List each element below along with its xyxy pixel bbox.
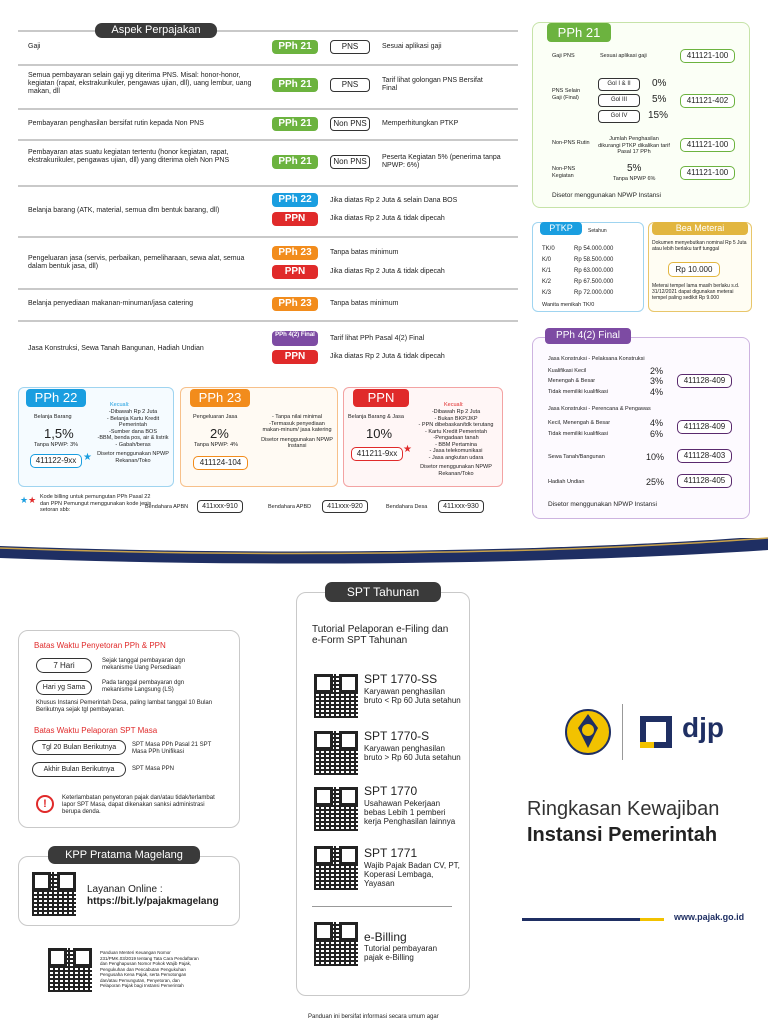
billing-note: Kode billing untuk pemungutan PPh Pasal 22 dan PPN Pemungut menggunakan kode jenis setoran sbb: (40, 494, 152, 513)
pph23-note: Tanpa NPWP: 4% (194, 442, 239, 448)
divider (18, 288, 518, 290)
pph42-sec2: Jasa Konstruksi - Perencana & Pengawas (548, 406, 651, 412)
pns-tag: PNS (330, 78, 370, 92)
pph22-kecuali-title: Kecuali: (110, 402, 130, 408)
pph21-pill: PPh 21 (272, 40, 318, 54)
gol-rate: 15% (648, 110, 669, 121)
aspek-desc: Memperhitungkan PTKP (382, 120, 459, 127)
kpp-url[interactable]: https://bit.ly/pajakmagelang (87, 896, 219, 907)
ppn-pill: PPN (272, 350, 318, 364)
cover-title-2: Instansi Pemerintah (527, 824, 718, 846)
materai-desc: Dokumen menyebutkan nominal Rp 5 Juta atau lebih berlaku tarif tunggal (652, 240, 747, 252)
star-icon: ★★ (20, 495, 37, 505)
materai-title: Bea Meterai (652, 222, 748, 235)
pph21-gaji-desc: Sesuai aplikasi gaji (600, 53, 647, 59)
ptkp-amount: Rp 67.500.000 (574, 279, 614, 285)
kemenkeu-logo (564, 708, 612, 756)
cover-line (522, 918, 640, 921)
billing-code: 411xxx-920 (322, 500, 368, 513)
note-line: - Jasa angkutan udara (428, 454, 484, 461)
spt-title: SPT Tahunan (325, 582, 441, 602)
pph23-pill: PPh 23 (272, 246, 318, 260)
divider (18, 64, 518, 66)
pph21-nonpns-keg-label: Non-PNS Kegiatan (552, 166, 576, 179)
aspek-desc: Jika diatas Rp 2 Juta & tidak dipecah (330, 215, 445, 222)
pph42-footer: Disetor menggunakan NPWP Instansi (548, 501, 657, 508)
ptkp-note: Wanita menikah TK/0 (542, 302, 595, 308)
ptkp-amount: Rp 58.500.000 (574, 257, 614, 263)
gol-rate: 5% (652, 94, 667, 105)
ptkp-status: K/1 (542, 268, 552, 274)
pph42-row-label: Tidak memiliki kualifikasi (548, 389, 609, 395)
materai-note: Meterai tempel lama masih berlaku s.d. 31/12/2021 dapat digunakan meterai tempel paling sedikit Rp 9.000 (652, 283, 740, 301)
pph22-box-title: PPh 22 (26, 389, 86, 407)
aspek-desc: Tanpa batas minimum (330, 249, 399, 256)
pph21-nonpns-keg-note: Tanpa NPWP 6% (613, 176, 656, 182)
gol-tag: Gol IV (598, 110, 640, 123)
aspek-row-text: Semua pembayaran selain gaji yg diterima PNS. Misal: honor-honor, kegiatan (rapat, ekstrakurikuler, pengawas ujian, dll), uang lembur, uang makan, dll (28, 72, 252, 95)
band-wave (0, 522, 768, 572)
ppn-pill: PPN (272, 212, 318, 226)
batas-khusus: Khusus Instansi Pemerintah Desa, paling lambat tanggal 10 Bulan Berikutnya sejak tgl pembayaran. (36, 700, 213, 713)
logo-divider (622, 704, 623, 760)
aspek-row-text: Pembayaran atas suatu kegiatan tertentu (honor kegiatan, rapat, ekstrakurikuler, pengawas ujian, dll) yang diterima oleh Non PNS (28, 149, 230, 164)
batas-warning: Keterlambatan penyetoran pajak dan/atau tidak/terlambat lapor SPT Masa, dapat dikenakan sanksi administrasi berupa denda. (62, 795, 215, 815)
pph42-row-rate: 6% (650, 429, 664, 439)
note-line: - Tanpa nilai minimal (271, 414, 323, 420)
note-line: -Dibawah Rp 2 Juta (431, 409, 481, 415)
ptkp-amount: Rp 72.000.000 (574, 290, 614, 296)
note-line: -Termasuk penyediaan makan-minum/ jasa katering (262, 420, 332, 433)
pph42-pill: PPh 4(2) Final (272, 331, 318, 346)
pph42-code: 411128-405 (677, 474, 732, 488)
divider (18, 30, 518, 32)
batas-desc: SPT Masa PPh Pasal 21 SPT Masa PPh Unifikasi (132, 742, 212, 755)
ppn-box-title: PPN (353, 389, 409, 407)
note-line: - PPN dibebaskan/tdk terutang (418, 422, 494, 428)
ptkp-amount: Rp 54.000.000 (574, 246, 614, 252)
divider (18, 139, 518, 141)
qr-code (314, 846, 358, 890)
pph22-rate: 1,5% (44, 426, 74, 441)
pph21-pill: PPh 21 (272, 117, 318, 131)
pph42-row-label: Hadiah Undian (548, 479, 585, 485)
ptkp-row (542, 266, 642, 277)
qr-code (314, 731, 358, 775)
billing-code: 411xxx-910 (197, 500, 243, 513)
pph21-pill: PPh 21 (272, 155, 318, 169)
ptkp-row (542, 244, 642, 255)
spt-item-desc: Karyawan penghasilan bruto < Rp 60 Juta setahun (364, 687, 461, 705)
pph23-code: 411124-104 (193, 456, 248, 470)
ptkp-status: K/3 (542, 290, 552, 296)
pph21-pill: PPh 21 (272, 78, 318, 92)
pph21-box-title: PPh 21 (547, 23, 611, 42)
aspek-desc: Sesuai aplikasi gaji (382, 43, 442, 50)
qr-code (48, 948, 92, 992)
djp-logo-text: djp (682, 712, 724, 743)
cover-title-1: Ringkasan Kewajiban (527, 798, 720, 820)
aspek-row-text: Belanja barang (ATK, material, semua dlm bentuk barang, dll) (28, 207, 220, 214)
pph42-code: 411128-409 (677, 374, 732, 388)
note-line: - Bukan BKP/JKP (434, 415, 478, 422)
ppn-code: 411211-9xx (351, 447, 403, 461)
ppn-sub: Belanja Barang & Jasa (348, 414, 404, 420)
note-line: - Kartu Kredit Pemerintah (424, 428, 488, 435)
spt-intro: Tutorial Pelaporan e-Filing dan e-Form SPT Tahunan (312, 624, 449, 646)
note-line: Disetor menggunakan NPWP Instansi (261, 436, 333, 449)
pph21-gaji-label: Gaji PNS (552, 53, 575, 59)
aspek-desc: Tarif lihat PPh Pasal 4(2) Final (330, 335, 425, 342)
aspek-desc: Jika diatas Rp 2 Juta & tidak dipecah (330, 353, 445, 360)
pph21-nonpns-rutin-desc: Jumlah Penghasilan dikurangi PTKP dikalikan tarif Pasal 17 PPh (598, 136, 670, 155)
note-line: -Pengadaan tanah (433, 435, 479, 441)
qr-code (32, 872, 76, 916)
aspek-desc: Peserta Kegiatan 5% (penerima tanpa NPWP: 6%) (382, 154, 501, 169)
pph42-row-rate: 25% (646, 477, 665, 487)
batas-title-1: Batas Waktu Penyetoran PPh & PPN (34, 641, 166, 650)
pph42-row-rate: 2% (650, 366, 664, 376)
ebilling-name: e-Billing (364, 930, 407, 944)
divider (312, 906, 452, 907)
batas-tag: Akhir Bulan Berikutnya (32, 762, 126, 777)
divider (18, 185, 518, 187)
pph22-sub: Belanja Barang (34, 414, 72, 420)
spt-item-name: SPT 1770-S (364, 729, 430, 743)
pph21-nonpns-rutin-label: Non-PNS Rutin (552, 140, 590, 146)
batas-desc: Sejak tanggal pembayaran dgn mekanisme Uang Persediaan (102, 658, 186, 671)
ptkp-sub: Setahun (588, 228, 607, 234)
gol-tag: Gol I & II (598, 78, 640, 91)
spt-item-name: SPT 1771 (364, 846, 418, 860)
pph21-nonpns-keg-rate: 5% (627, 163, 642, 174)
star-icon: ★ (403, 444, 412, 455)
cover-url[interactable]: www.pajak.go.id (674, 912, 745, 922)
gol-rate: 0% (652, 78, 667, 89)
batas-title-2: Batas Waktu Pelaporan SPT Masa (34, 726, 158, 735)
billing-code: 411xxx-930 (438, 500, 484, 513)
aspek-row-text: Belanja penyediaan makanan-minuman/jasa catering (28, 300, 193, 307)
batas-tag: Tgl 20 Bulan Berikutnya (32, 740, 126, 755)
pph23-notes (260, 414, 334, 450)
spt-footer: Panduan ini bersifat informasi secara umum agar (308, 1014, 439, 1020)
spt-item-desc: Karyawan penghasilan bruto > Rp 60 Juta setahun (364, 744, 461, 762)
note-line: Disetor menggunakan NPWP Rekanan/Toko (420, 464, 492, 477)
pph23-sub: Pengeluaran Jasa (193, 414, 238, 420)
billing-label: Bendahara APBD (268, 504, 312, 510)
pph23-box-title: PPh 23 (190, 389, 250, 407)
ptkp-row (542, 255, 642, 266)
spt-item-desc: Wajib Pajak Badan CV, PT, Koperasi Lembaga, Yayasan (364, 861, 460, 888)
kpp-layanan: Layanan Online : (87, 884, 163, 895)
djp-logo (636, 712, 676, 752)
pns-tag: PNS (330, 40, 370, 54)
pph42-sec1: Jasa Konstruksi - Pelaksana Konstruksi (548, 356, 645, 362)
ptkp-status: TK/0 (542, 246, 555, 252)
qr-code (314, 787, 358, 831)
note-line: -Dibawah Rp 2 Juta (108, 409, 158, 415)
pph42-title: PPh 4(2) Final (545, 328, 631, 344)
cover-line-accent (640, 918, 664, 921)
aspek-desc: Jika diatas Rp 2 Juta & selain Dana BOS (330, 197, 458, 204)
pph21-code: 411121-402 (680, 94, 735, 108)
panduan-text: Panduan Menteri Keuangan Nomor 231/PMK.03/2019 tentang Tata Cara Pendaftaran dan Penghapusan Nomor Pokok Wajib Pajak, Pengukuhan dan Pencabutan Pengukuhan Pengusaha Kena Pajak, serta Pemotongan dan/atau Pemungutan, Penyetoran, dan Pelaporan Pajak bagi Instansi Pemerintah (100, 950, 199, 988)
batas-desc: Pada tanggal pembayaran dgn mekanisme Langsung (LS) (102, 680, 185, 693)
pph22-pill: PPh 22 (272, 193, 318, 207)
aspek-row-text: Pembayaran penghasilan bersifat rutin kepada Non PNS (28, 120, 204, 127)
pph21-footer: Disetor menggunakan NPWP Instansi (552, 192, 661, 199)
qr-code (314, 674, 358, 718)
pph42-row-rate: 4% (650, 387, 664, 397)
batas-desc: SPT Masa PPN (132, 766, 174, 772)
ptkp-title: PTKP (540, 222, 582, 235)
materai-amount: Rp 10.000 (668, 262, 720, 277)
pph22-note: Tanpa NPWP: 3% (34, 442, 79, 448)
batas-tag: 7 Hari (36, 658, 92, 673)
pph42-row-rate: 3% (650, 376, 664, 386)
aspek-row-text: Pengeluaran jasa (servis, perbaikan, pemeliharaan, sewa alat, semua dalam bentuk jasa, dll) (28, 255, 245, 270)
aspek-desc: Jika diatas Rp 2 Juta & tidak dipecah (330, 268, 445, 275)
ppn-kecuali-title: Kecuali: (444, 402, 464, 408)
spt-item-name: SPT 1770 (364, 784, 418, 798)
ptkp-row (542, 277, 642, 288)
star-icon: ★ (83, 452, 92, 463)
pph23-pill: PPh 23 (272, 297, 318, 311)
batas-tag: Hari yg Sama (36, 680, 92, 695)
ptkp-rows (542, 244, 642, 299)
ppn-kecuali (412, 409, 500, 477)
note-line: -Sumber dana BOS (109, 428, 157, 435)
ptkp-row (542, 288, 642, 299)
ptkp-amount: Rp 63.000.000 (574, 268, 614, 274)
note-line: - Jasa telekomunikasi (429, 448, 483, 454)
divider (18, 320, 518, 322)
aspek-desc: Tanpa batas minimum (330, 300, 399, 307)
kpp-title: KPP Pratama Magelang (48, 846, 200, 864)
note-line: -BBM, benda pos, air & listrik (97, 435, 169, 441)
note-line: - BBM Pertamina (435, 441, 477, 448)
divider (18, 108, 518, 110)
note-line: - Belanja Kartu Kredit Pemerintah (106, 415, 160, 428)
ptkp-status: K/0 (542, 257, 552, 263)
gol-tag: Gol III (598, 94, 640, 107)
ptkp-status: K/2 (542, 279, 552, 285)
spt-item-name: SPT 1770-SS (364, 672, 438, 686)
ppn-pill: PPN (272, 265, 318, 279)
aspek-row-text: Jasa Konstruksi, Sewa Tanah Bangunan, Hadiah Undian (28, 345, 204, 352)
aspek-desc: Tarif lihat golongan PNS Bersifat Final (382, 77, 483, 92)
section-title-aspek: Aspek Perpajakan (95, 23, 217, 38)
note-line: Disetor menggunakan NPWP Rekanan/Toko (97, 451, 169, 464)
pph21-code: 411121-100 (680, 49, 735, 63)
billing-label: Bendahara APBN (145, 504, 189, 510)
billing-label: Bendahara Desa (386, 504, 428, 510)
pph42-row-label: Kualifikasi Kecil (548, 368, 587, 374)
pph42-row-rate: 4% (650, 418, 664, 428)
spt-item-desc: Usahawan Pekerjaan bebas Lebih 1 pemberi kerja Penghasilan lainnya (364, 799, 456, 826)
note-line: - Gabah/beras (115, 441, 151, 448)
pph42-row-label: Kecil, Menengah & Besar (548, 420, 611, 426)
pph42-row-label: Tidak memiliki kualifikasi (548, 431, 609, 437)
pph42-code: 411128-403 (677, 449, 732, 463)
pph21-code: 411121-100 (680, 166, 735, 180)
divider (18, 236, 518, 238)
ebilling-desc: Tutorial pembayaran pajak e-Billing (364, 944, 438, 962)
qr-code (314, 922, 358, 966)
nonpns-tag: Non PNS (330, 155, 370, 169)
ppn-rate: 10% (366, 426, 393, 441)
warning-icon: ! (36, 795, 54, 813)
aspek-row-text: Gaji (28, 43, 41, 50)
pph42-code: 411128-409 (677, 420, 732, 434)
pph23-rate: 2% (210, 426, 229, 441)
pph42-row-label: Sewa Tanah/Bangunan (548, 454, 605, 460)
pph42-row-rate: 10% (646, 452, 665, 462)
pph42-row-label: Menengah & Besar (548, 378, 596, 384)
pph22-kecuali (96, 409, 170, 464)
pph21-code: 411121-100 (680, 138, 735, 152)
pph22-code: 411122-9xx (30, 454, 82, 468)
pph21-selain-label: PNS Selain Gaji (Final) (552, 88, 581, 101)
nonpns-tag: Non PNS (330, 117, 370, 131)
